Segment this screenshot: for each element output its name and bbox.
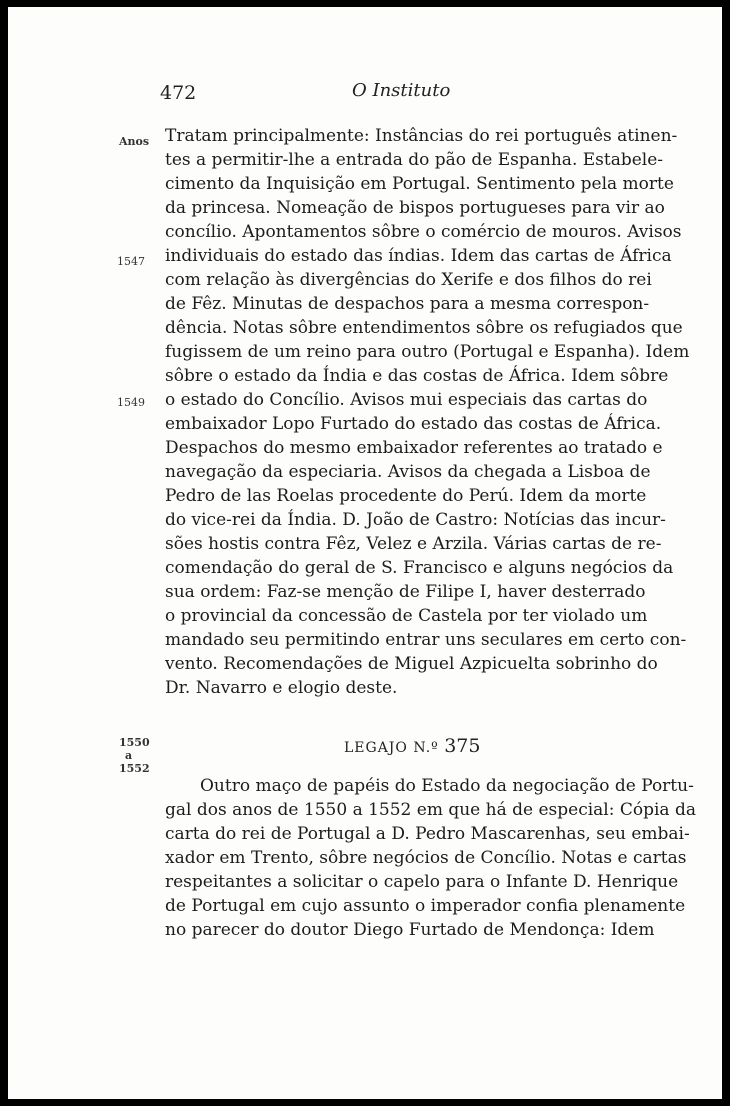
paragraph-1-line: cimento da Inquisição em Portugal. Sentimento pela morte xyxy=(165,174,674,194)
section-heading xyxy=(344,735,480,757)
paragraph-1-line: vento. Recomendações de Miguel Azpicuelta sobrinho do xyxy=(165,654,658,674)
document-page xyxy=(8,7,722,1099)
paragraph-1-line: tes a permitir-lhe a entrada do pão de Espanha. Estabele- xyxy=(165,150,664,170)
margin-note-range-start: 1550 xyxy=(119,736,150,749)
paragraph-1-line: Tratam principalmente: Instâncias do rei português atinen- xyxy=(165,126,678,146)
paragraph-1-line: concílio. Apontamentos sôbre o comércio de mouros. Avisos xyxy=(165,222,682,242)
paragraph-1-line: do vice-rei da Índia. D. João de Castro: Notícias das incur- xyxy=(165,510,666,530)
margin-note-1549: 1549 xyxy=(117,396,145,409)
paragraph-1-line: o estado do Concílio. Avisos mui especiais das cartas do xyxy=(165,390,648,410)
paragraph-1-line: Dr. Navarro e elogio deste. xyxy=(165,678,398,698)
paragraph-1-line: embaixador Lopo Furtado do estado das costas de África. xyxy=(165,414,662,434)
margin-note-year-range xyxy=(119,736,149,775)
margin-note-1547: 1547 xyxy=(117,255,145,268)
margin-note-range-sep: a xyxy=(125,749,133,762)
paragraph-2-line: no parecer do doutor Diego Furtado de Mendonça: Idem xyxy=(165,920,655,940)
paragraph-1-line: sões hostis contra Fêz, Velez e Arzila. Várias cartas de re- xyxy=(165,534,662,554)
paragraph-1-line: individuais do estado das índias. Idem das cartas de África xyxy=(165,246,672,266)
paragraph-1-line: Despachos do mesmo embaixador referentes ao tratado e xyxy=(165,438,663,458)
page-number: 472 xyxy=(160,82,197,104)
paragraph-1-line: de Fêz. Minutas de despachos para a mesma correspon- xyxy=(165,294,650,314)
margin-note-anos: Anos xyxy=(119,135,150,148)
paragraph-1-line: sua ordem: Faz-se menção de Filipe I, haver desterrado xyxy=(165,582,646,602)
paragraph-1-line: comendação do geral de S. Francisco e alguns negócios da xyxy=(165,558,674,578)
paragraph-1-line: com relação às divergências do Xerife e dos filhos do rei xyxy=(165,270,652,290)
page-header xyxy=(8,80,722,110)
section-heading-number: 375 xyxy=(444,735,481,757)
paragraph-2-line: Outro maço de papéis do Estado da negociação de Portu- xyxy=(200,776,694,796)
paragraph-1-line: dência. Notas sôbre entendimentos sôbre os refugiados que xyxy=(165,318,683,338)
paragraph-2-line: respeitantes a solicitar o capelo para o Infante D. Henrique xyxy=(165,872,679,892)
paragraph-2-line: carta do rei de Portugal a D. Pedro Mascarenhas, seu embai- xyxy=(165,824,690,844)
section-heading-label: LEGAJO N.º xyxy=(344,740,439,756)
paragraph-2-line: gal dos anos de 1550 a 1552 em que há de especial: Cópia da xyxy=(165,800,696,820)
paragraph-1-line: Pedro de las Roelas procedente do Perú. Idem da morte xyxy=(165,486,647,506)
paragraph-1-line: o provincial da concessão de Castela por ter violado um xyxy=(165,606,648,626)
paragraph-1-line: navegação da especiaria. Avisos da chegada a Lisboa de xyxy=(165,462,651,482)
paragraph-2-line: de Portugal em cujo assunto o imperador confia plenamente xyxy=(165,896,686,916)
paragraph-1-line: da princesa. Nomeação de bispos portugueses para vir ao xyxy=(165,198,665,218)
margin-note-range-end: 1552 xyxy=(119,762,150,775)
paragraph-1-line: mandado seu permitindo entrar uns seculares em certo con- xyxy=(165,630,687,650)
paragraph-1-line: sôbre o estado da Índia e das costas de África. Idem sôbre xyxy=(165,366,669,386)
paragraph-2-line: xador em Trento, sôbre negócios de Concílio. Notas e cartas xyxy=(165,848,687,868)
running-title: O Instituto xyxy=(352,80,451,101)
paragraph-1-line: fugissem de um reino para outro (Portugal e Espanha). Idem xyxy=(165,342,690,362)
